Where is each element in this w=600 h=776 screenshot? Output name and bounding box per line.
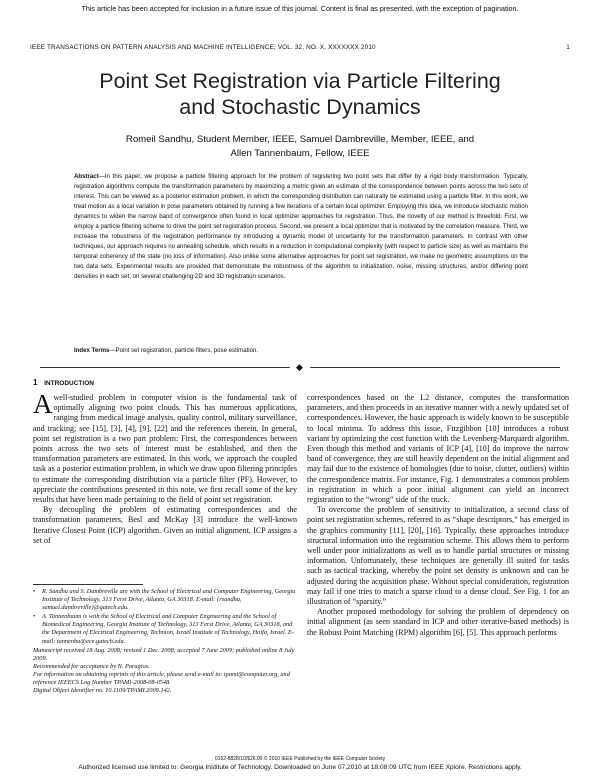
footnote-affiliation-2-text: A. Tannenbaum is with the School of Electrical and Computer Engineering and the School of Biomedical Engineering, Georgia Institute of Technology, 313 Ferst Drive, Atlanta, GA 30318, and the Department of Electrical Engineering, Technion, Israel Institute of Technology, Haifa, Israel. E-mail: tannenba@ece.gatech.edu.: [42, 613, 294, 645]
running-header: [30, 44, 570, 51]
right-paragraph-1: correspondences based on the L2 distance, computes the transformation parameters, and then proceeds in an iterative manner with a newly updated set of correspondences. However, the basic approach is widely known to be susceptible to local minima. To address this issue, Fitzgibbon [10] introduces a robust variant by optimizing the cost function with the Levenberg-Marquardt algorithm. Even though this method and variants of ICP [4], [10] do improve the narrow band of convergence, they are still heavily dependent on the initial alignment and may fail due to the existence of homologies (due to noise, clutter, outliers) within the correspondence matrix. For instance, Fig. 1 demonstrates a common problem in registration in which a poor initial alignment can yield an incorrect registration to the “wrong” side of the truck.: [307, 393, 569, 505]
right-paragraph-3: Another proposed methodology for solving the problem of dependency on initial alignment (as seen standard in ICP and other iterative-based methods) is the Robust Point Matching (RPM) algorithm [6], [5]. This approach performs: [307, 607, 569, 637]
index-terms: [74, 347, 528, 354]
abstract-label: Abstract: [74, 173, 99, 180]
divider-line-right: [310, 367, 560, 368]
title-line-1: Point Set Registration via Particle Filtering: [99, 69, 501, 93]
footnote-affiliation-1: [33, 588, 297, 612]
section-divider: [40, 362, 560, 372]
abstract: [74, 172, 528, 281]
divider-line-left: [40, 367, 290, 368]
intro-paragraph-1: [33, 389, 297, 505]
paper-title: [30, 68, 570, 120]
doi: Digital Object Identifier no. 10.1109/TPAMI.2009.142.: [33, 687, 172, 695]
author-list: [30, 133, 570, 161]
index-terms-text: —Point set registration, particle filters, pose estimation.: [109, 347, 259, 354]
manuscript-dates: Manuscript received 18 Aug. 2008; revised 1 Dec. 2008; accepted 7 June 2009; published online 8 July 2009.: [33, 646, 295, 662]
bullet-icon: •: [33, 613, 36, 621]
license-line: Authorized licensed use limited to: Georgia Institute of Technology. Downloaded on June 07,2010 at 18:08:09 UTC from IEEE Xplore. Restrictions apply.: [78, 764, 522, 771]
section-number: 1: [33, 378, 38, 387]
page-number: 1: [566, 44, 570, 51]
title-line-2: and Stochastic Dynamics: [179, 95, 421, 119]
footnote-affiliation-1-text: R. Sandhu and S. Dambreville are with the School of Electrical and Computer Engineering, Georgia Institute of Technology, 313 Ferst Drive, Atlanta, GA 30318. E-mail: {rsandhu, samuel.dambreville}@gatech.edu.: [42, 588, 296, 612]
left-column: [33, 389, 297, 546]
index-terms-label: Index Terms: [74, 347, 110, 354]
reprints-info: For information on obtaining reprints of this article, please send e-mail to: tpami@computer.org, and reference IEEECS Log Number TPAMI-2008-08-0548.: [33, 670, 290, 687]
recommended-by: Recommended for acceptance by N. Paragios.: [33, 662, 150, 670]
right-paragraph-2: To overcome the problem of sensitivity to initialization, a second class of point set registration schemes, referred to as “shape descriptors,” has emerged in the graphics community [11], [20], [16]. Typically, these approaches introduce structural information into the registration scheme. This allows them to perform well under poor initializations as well as to handle partial structures or missing information. Unfortunately, these techniques are generally ill suited for tasks such as tactical tracking, whereby the point set density is unknown and can be adjusted during the acquisition phase. Without special consideration, registration may fail if one tries to match a sparse cloud to a dense cloud. See Fig. 1 for an illustration of “sparsity.”: [307, 505, 569, 607]
footnote-rule: [33, 584, 143, 585]
acceptance-banner: This article has been accepted for inclusion in a future issue of this journal. Content is final as presented, with the exception of pagination.: [81, 4, 519, 13]
section-heading: [33, 378, 94, 387]
journal-header: IEEE TRANSACTIONS ON PATTERN ANALYSIS AND MACHINE INTELLIGENCE, VOL. 32, NO. X, XXXXXXX 2010: [30, 44, 376, 51]
authors-line-1: Romeil Sandhu, Student Member, IEEE, Samuel Dambreville, Member, IEEE, and: [125, 134, 475, 145]
right-column: [307, 393, 569, 638]
intro-paragraph-1-text: well-studied problem in computer vision is the fundamental task of optimally aligning two point clouds. This has numerous applications, ranging from medical image analysis, quality control, military surveillance, and tracking; see [15], [3], [4], [9], [22] and the references therein. In general, point set registration is a two part problem: First, the correspondences between points across the two sets of interest must be established, and then the transformation parameters are estimated. In this work, we approach the coupled task as a posterior estimation problem, in which we draw upon filtering principles to estimate the corresponding distribution via a particle filter (PF). However, to appreciate the contributions presented in this note, we first recall some of the key results that have been made pertaining to the field of point set registration.: [33, 393, 297, 505]
bullet-icon: •: [33, 588, 36, 595]
abstract-text: —In this paper, we propose a particle filtering approach for the problem of registering two point sets that differ by a rigid body transformation. Typically, registration algorithms compute the transformation parameters by maximizing a metric given an estimate of the correspondence between points across the two sets of interest. This can be viewed as a posterior estimation problem, in which the corresponding distribution can naturally be estimated using a particle filter. In this work, we treat motion as a local variation in pose parameters obtained by running a few iterations of a certain local optimizer. Employing this idea, we introduce stochastic motion dynamics to widen the narrow band of convergence often found in local optimizer approaches for registration. Thus, the novelty of our method is threefold: First, we employ a particle filtering scheme to drive the point set registration process. Second, we present a local optimizer that is motivated by the correlation measure. Third, we increase the robustness of the registration performance by introducing a dynamic model of uncertainty for the transformation parameters. In contrast with other techniques, our approach requires no annealing schedule, which results in a reduction in computational complexity (with respect to particle size) as well as maintains the temporal coherency of the state (no loss of information). Also unlike some alternative approaches for point set registration, we make no geometric assumptions on the two data sets. Experimental results are provided that demonstrate the robustness of the algorithm to initialization, noise, missing structures, and/or differing point densities in each set, on several challenging 2D and 3D registration scenarios.: [74, 173, 528, 280]
copyright-line: 0162-8828/10/$26.00 © 2010 IEEE Published by the IEEE Computer Society: [214, 756, 386, 762]
section-title: INTRODUCTION: [44, 380, 94, 387]
intro-paragraph-2: By decoupling the problem of estimating correspondences and the transformation parameters, Besl and McKay [3] introduce the well-known Iterative Closest Point (ICP) algorithm. Given an initial alignment, ICP assigns a set of: [33, 505, 297, 545]
footnotes: [33, 584, 297, 695]
authors-line-2: Allen Tannenbaum, Fellow, IEEE: [230, 148, 370, 159]
divider-diamond-icon: ◆: [296, 362, 303, 372]
footnote-affiliation-2: [33, 613, 297, 645]
drop-cap: A: [33, 389, 53, 419]
